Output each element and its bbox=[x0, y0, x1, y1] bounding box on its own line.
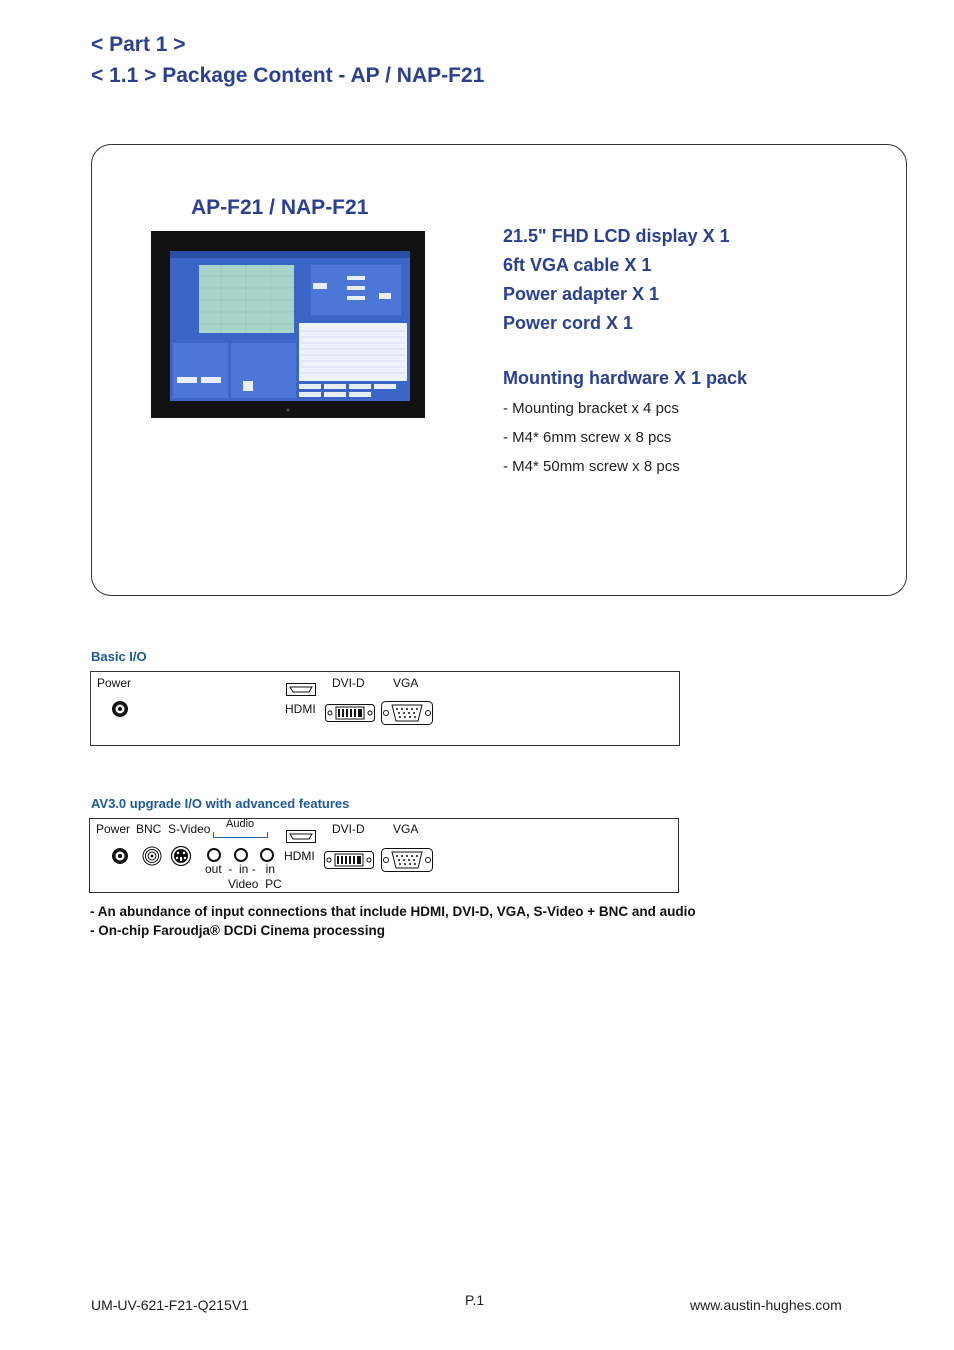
mounting-item-50mm-screw: - M4* 50mm screw x 8 pcs bbox=[503, 458, 680, 475]
footer-page-number: P.1 bbox=[465, 1292, 485, 1308]
audio-port-labels: out - in - in bbox=[205, 862, 276, 876]
av3-svideo-label: S-Video bbox=[168, 822, 211, 836]
av3-power-jack-icon bbox=[111, 847, 129, 870]
hdmi-port-icon bbox=[286, 683, 316, 701]
mounting-title: Mounting hardware X 1 pack bbox=[503, 368, 748, 388]
av3-audio-label: Audio bbox=[226, 818, 255, 830]
item-lcd: 21.5" FHD LCD display X 1 bbox=[503, 226, 730, 246]
section-heading: < 1.1 > Package Content - AP / NAP-F21 bbox=[91, 64, 485, 87]
basic-power-label: Power bbox=[97, 676, 132, 690]
monitor-screen-illustration bbox=[151, 231, 425, 418]
item-vga-cable: 6ft VGA cable X 1 bbox=[503, 255, 652, 275]
audio-port-sublabels: Video PC bbox=[228, 877, 282, 891]
av3-dvi-port-icon bbox=[324, 851, 374, 874]
basic-hdmi-label: HDMI bbox=[285, 702, 316, 716]
item-power-adapter: Power adapter X 1 bbox=[503, 284, 660, 304]
dvi-port-icon bbox=[325, 704, 375, 727]
av3-vga-port-icon bbox=[381, 848, 433, 877]
av3-bnc-label: BNC bbox=[136, 822, 162, 836]
mounting-item-6mm-screw: - M4* 6mm screw x 8 pcs bbox=[503, 429, 672, 446]
footer-website: www.austin-hughes.com bbox=[690, 1297, 842, 1313]
mounting-item-bracket: - Mounting bracket x 4 pcs bbox=[503, 400, 679, 417]
item-power-cord: Power cord X 1 bbox=[503, 313, 634, 333]
part-heading: < Part 1 > bbox=[91, 33, 186, 56]
power-jack-icon bbox=[111, 700, 129, 723]
feature-bullet-faroudja: - On-chip Faroudja® DCDi Cinema processing bbox=[90, 923, 385, 938]
feature-bullet-connections: - An abundance of input connections that include HDMI, DVI-D, VGA, S-Video + BNC and audio bbox=[90, 904, 696, 919]
av3-hdmi-label: HDMI bbox=[284, 849, 315, 863]
av3-hdmi-port-icon bbox=[286, 830, 316, 848]
audio-bracket bbox=[213, 832, 268, 838]
basic-io-title: Basic I/O bbox=[91, 649, 147, 664]
bnc-port-icon bbox=[142, 846, 162, 871]
model-title: AP-F21 / NAP-F21 bbox=[191, 196, 369, 219]
av3-dvi-label: DVI-D bbox=[332, 822, 365, 836]
basic-vga-label: VGA bbox=[393, 676, 419, 690]
av3-power-label: Power bbox=[96, 822, 131, 836]
basic-dvi-label: DVI-D bbox=[332, 676, 365, 690]
av3-vga-label: VGA bbox=[393, 822, 419, 836]
vga-port-icon bbox=[381, 701, 433, 730]
av3-io-title: AV3.0 upgrade I/O with advanced features bbox=[91, 796, 350, 811]
monitor-image bbox=[151, 231, 425, 418]
footer-doc-id: UM-UV-621-F21-Q215V1 bbox=[91, 1297, 249, 1313]
svideo-port-icon bbox=[170, 846, 192, 871]
